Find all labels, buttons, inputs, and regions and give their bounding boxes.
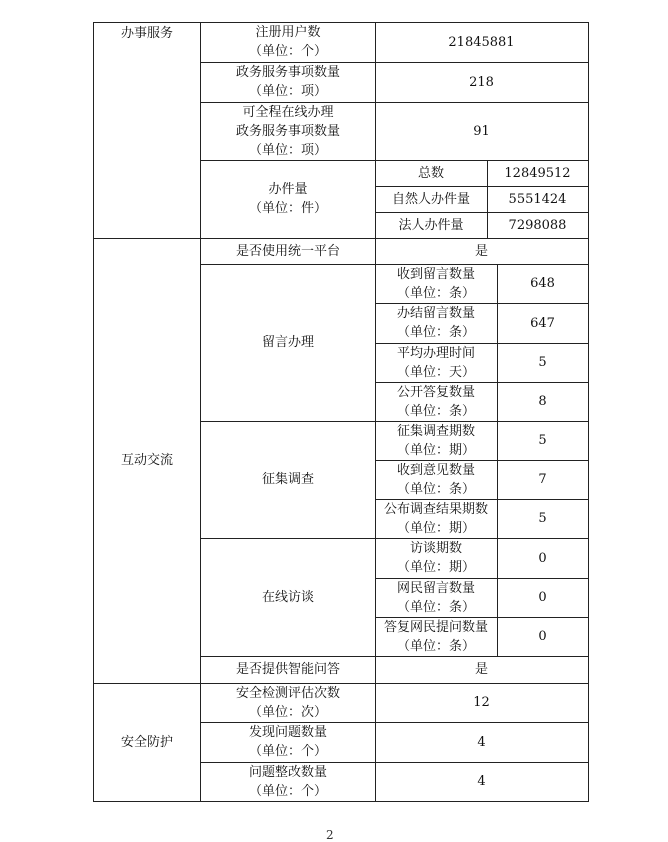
cases-natural-value: 5551424	[508, 191, 567, 207]
registered-users-value: 21845881	[448, 34, 515, 50]
survey-opinions-label: 收到意见数量 （单位：条）	[396, 462, 475, 497]
section-security-label: 安全防护	[120, 734, 173, 750]
service-items-label: 政务服务事项数量 （单位：项）	[235, 65, 340, 99]
security-fixed-value: 4	[477, 774, 486, 789]
security-checks-label: 安全检测评估次数 （单位：次）	[235, 685, 340, 720]
survey-label: 征集调查	[261, 472, 314, 487]
table-rule	[588, 22, 589, 802]
messages-received-value: 648	[530, 276, 555, 291]
messages-closed-value: 647	[530, 315, 555, 331]
security-issues-value: 4	[477, 734, 486, 750]
survey-periods-label: 征集调查期数 （单位：期）	[396, 423, 475, 458]
unified-platform-value: 是	[474, 243, 488, 259]
section-interaction-label: 互动交流	[120, 453, 173, 468]
cases-total-label: 总数	[417, 165, 444, 181]
smart-qa-value: 是	[474, 662, 488, 677]
cases-natural-label: 自然人办件量	[391, 191, 470, 207]
cases-legal-value: 7298088	[508, 217, 567, 233]
online-items-label: 可全程在线办理 政务服务事项数量 （单位：项）	[235, 104, 340, 158]
interview-periods-value: 0	[538, 550, 547, 566]
messages-avg-time-value: 5	[538, 355, 547, 370]
interview-replies-label: 答复网民提问数量 （单位：条）	[383, 619, 488, 654]
interview-replies-value: 0	[538, 629, 547, 644]
registered-users-label: 注册用户数 （单位：个）	[248, 25, 327, 59]
security-issues-label: 发现问题数量 （单位：个）	[248, 725, 327, 759]
security-checks-value: 12	[473, 695, 490, 710]
security-fixed-label: 问题整改数量 （单位：个）	[248, 764, 327, 799]
section-service-label: 办事服务	[120, 26, 173, 41]
interview-messages-value: 0	[538, 590, 547, 605]
service-items-value: 218	[469, 74, 494, 90]
messages-label: 留言办理	[261, 335, 314, 350]
interview-label: 在线访谈	[261, 589, 314, 605]
cases-legal-label: 法人办件量	[398, 217, 464, 233]
cases-label: 办件量 （单位：件）	[248, 182, 327, 216]
messages-received-label: 收到留言数量 （单位：条）	[396, 266, 475, 301]
smart-qa-label: 是否提供智能问答	[235, 662, 340, 677]
cases-total-value: 12849512	[504, 165, 571, 181]
online-items-value: 91	[473, 123, 490, 139]
survey-opinions-value: 7	[538, 472, 547, 487]
table-rule	[93, 801, 589, 802]
interview-messages-label: 网民留言数量 （单位：条）	[396, 580, 475, 615]
interview-periods-label: 访谈期数 （单位：期）	[396, 541, 475, 575]
survey-periods-value: 5	[538, 433, 547, 448]
page-number: 2	[326, 828, 334, 842]
messages-public-value: 8	[538, 394, 547, 409]
survey-results-label: 公布调查结果期数 （单位：期）	[383, 501, 488, 536]
survey-results-value: 5	[538, 511, 547, 526]
messages-avg-time-label: 平均办理时间 （单位：天）	[396, 345, 475, 380]
unified-platform-label: 是否使用统一平台	[235, 243, 340, 259]
messages-closed-label: 办结留言数量 （单位：条）	[396, 306, 475, 340]
messages-public-label: 公开答复数量 （单位：条）	[396, 384, 475, 419]
